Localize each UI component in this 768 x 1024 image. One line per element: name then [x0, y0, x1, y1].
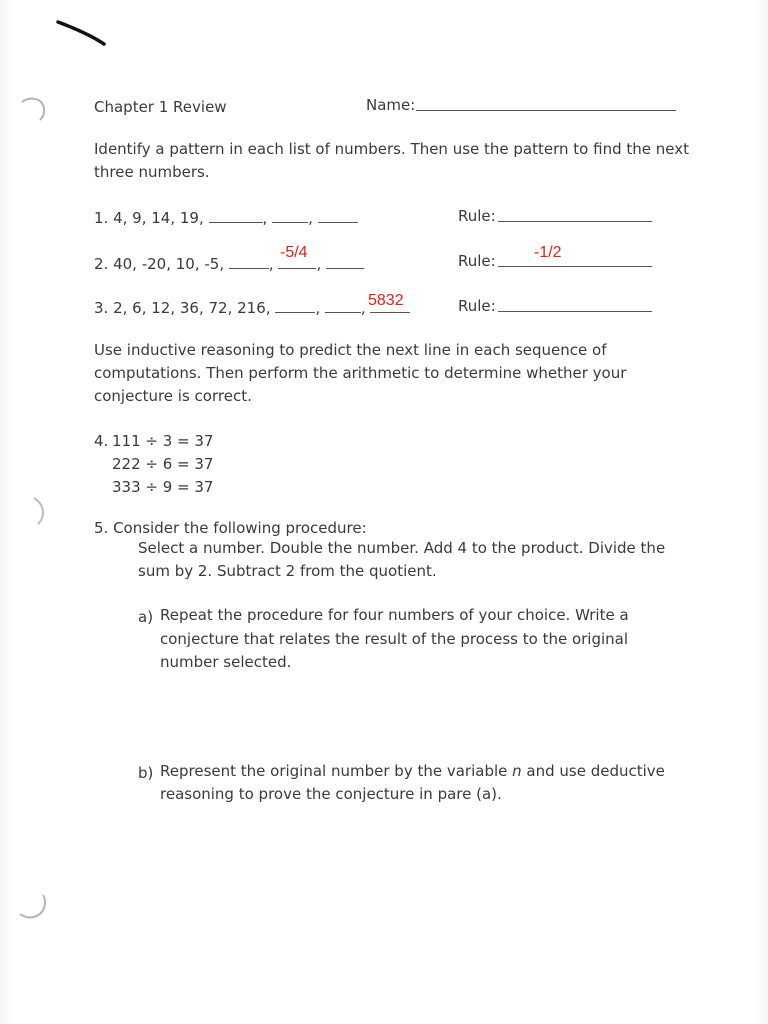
- section1-instructions: Identify a pattern in each list of numbers. Then use the pattern to find the next three numbers.: [94, 140, 689, 181]
- problem-4-computations: [112, 430, 213, 499]
- name-blank[interactable]: [416, 110, 676, 111]
- problem-5-intro: 5. Consider the following procedure:: [94, 519, 367, 537]
- problem-3-handwritten-answer: 5832: [368, 292, 404, 309]
- variable-n: n: [512, 762, 522, 780]
- computation-line: 333 ÷ 9 = 37: [112, 478, 214, 496]
- problem-1-blank-2[interactable]: [272, 208, 308, 223]
- problem-2: 2. 40, -20, 10, -5, , ,: [94, 253, 364, 275]
- problem-1-rule-blank[interactable]: [498, 221, 652, 222]
- section2-instructions: Use inductive reasoning to predict the next line in each sequence of computations. Then perform the arithmetic to determine whether your conjecture is correct.: [94, 341, 627, 405]
- part-b-label: b): [138, 764, 154, 782]
- problem-1-sequence: 4, 9, 14, 19,: [113, 209, 204, 227]
- problem-3-sequence: 2, 6, 12, 36, 72, 216,: [113, 299, 271, 317]
- problem-4-number: 4.: [94, 432, 109, 450]
- worksheet-title: Chapter 1 Review: [94, 98, 227, 116]
- problem-3-rule-label: Rule:: [458, 297, 496, 315]
- computation-line: 222 ÷ 6 = 37: [112, 455, 214, 473]
- computation-line: 111 ÷ 3 = 37: [112, 432, 214, 450]
- pen-stroke-mark: [52, 14, 112, 50]
- binder-hole-top: [18, 94, 48, 124]
- binder-hole-middle: [20, 494, 50, 528]
- name-label: Name:: [366, 96, 416, 114]
- problem-2-handwritten-answer: -5/4: [280, 244, 308, 261]
- problem-2-handwritten-rule: -1/2: [534, 244, 562, 261]
- problem-2-rule-blank[interactable]: [498, 266, 652, 267]
- problem-1-blank-3[interactable]: [318, 208, 358, 223]
- part-b-text: Represent the original number by the variable n and use deductive reasoning to prove the conjecture in pare (a).: [160, 762, 665, 803]
- part-a-text: Repeat the procedure for four numbers of your choice. Write a conjecture that relates the result of the process to the original number selected.: [160, 606, 629, 671]
- problem-2-blank-1[interactable]: [229, 254, 269, 269]
- problem-1-rule-label: Rule:: [458, 207, 496, 225]
- problem-5-procedure: Select a number. Double the number. Add 4 to the product. Divide the sum by 2. Subtract 2 from the quotient.: [138, 539, 666, 580]
- problem-3-rule-blank[interactable]: [498, 311, 652, 312]
- binder-hole-bottom: [16, 892, 50, 922]
- part-a-label: a): [138, 608, 154, 626]
- problem-2-blank-3[interactable]: [326, 254, 364, 269]
- problem-1-blank-1[interactable]: [209, 208, 263, 223]
- problem-1: 1. 4, 9, 14, 19, , ,: [94, 207, 358, 229]
- problem-3-blank-1[interactable]: [275, 298, 315, 313]
- problem-2-rule-label: Rule:: [458, 252, 496, 270]
- problem-3-blank-2[interactable]: [325, 298, 361, 313]
- problem-3: 3. 2, 6, 12, 36, 72, 216, , ,: [94, 297, 410, 319]
- problem-2-sequence: 40, -20, 10, -5,: [113, 255, 225, 273]
